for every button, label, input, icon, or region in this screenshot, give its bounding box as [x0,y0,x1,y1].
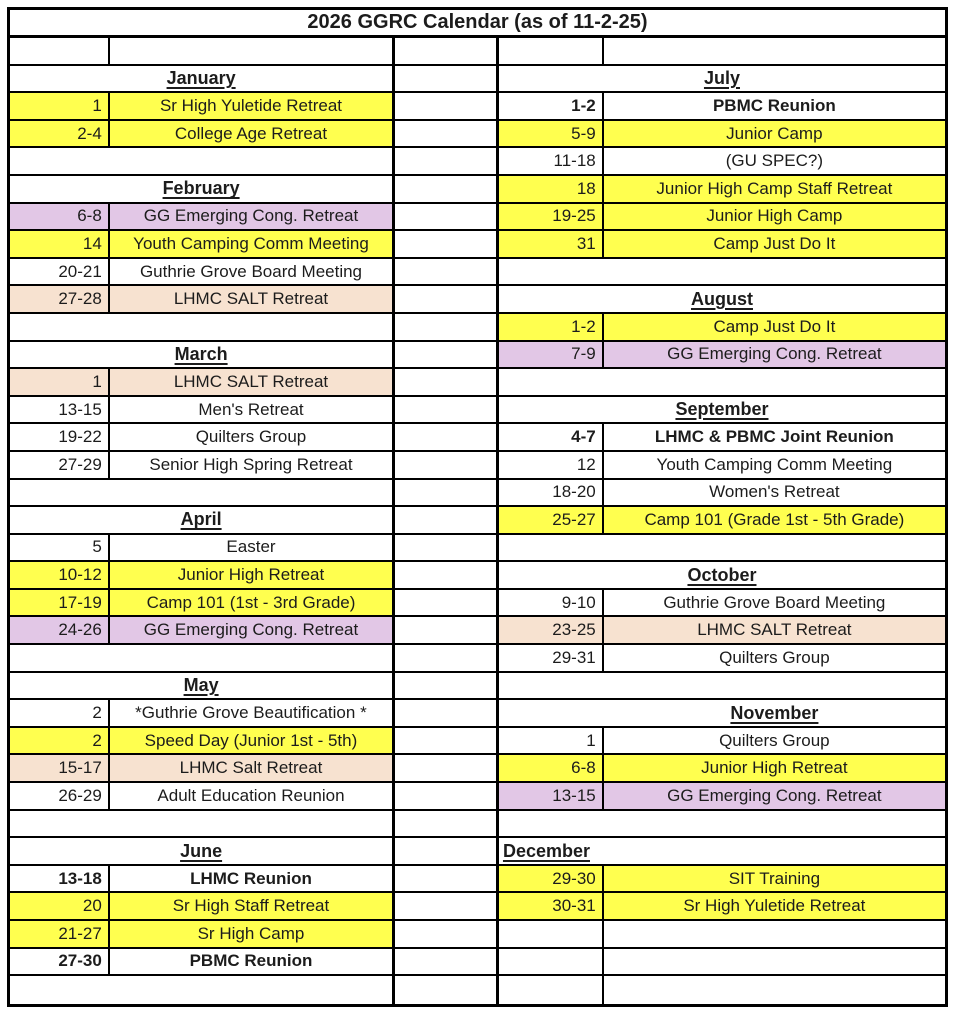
calendar-row [10,949,945,977]
calendar-row [10,231,945,259]
gap-column-cell [395,811,499,839]
event-cell: Youth Camping Comm Meeting [110,231,395,259]
date-cell: 26-29 [10,783,110,811]
gap-column-cell [395,921,499,949]
gap-column-cell [395,148,499,176]
gap-column-cell [395,617,499,645]
date-cell: 18-20 [499,480,604,508]
event-cell: LHMC & PBMC Joint Reunion [604,424,945,452]
empty-cell [10,645,395,673]
date-cell: 24-26 [10,617,110,645]
calendar-title: 2026 GGRC Calendar (as of 11-2-25) [10,10,945,38]
calendar-row [10,921,945,949]
calendar-row [10,645,945,673]
gap-column-cell [395,728,499,756]
gap-column-cell [395,590,499,618]
date-cell: 4-7 [499,424,604,452]
month-header-label: November [730,702,819,723]
month-header-label: April [180,509,222,530]
date-cell: 14 [10,231,110,259]
event-cell: Quilters Group [604,645,945,673]
empty-cell [499,259,945,287]
calendar-row [10,121,945,149]
event-cell: Adult Education Reunion [110,783,395,811]
gap-column-cell [395,535,499,563]
calendar-row [10,562,945,590]
event-cell: Camp Just Do It [604,314,945,342]
event-cell: SIT Training [604,866,945,894]
date-cell: 2 [10,728,110,756]
month-header-label: January [166,67,236,88]
gap-column-cell [395,507,499,535]
date-cell: 11-18 [499,148,604,176]
month-header-june [10,838,395,866]
date-cell: 10-12 [10,562,110,590]
month-header-label: July [703,67,740,88]
date-cell: 6-8 [10,204,110,232]
gap-column-cell [395,342,499,370]
date-cell: 5 [10,535,110,563]
gap-column-cell [395,231,499,259]
event-cell: PBMC Reunion [110,949,395,977]
calendar-row [10,811,945,839]
date-cell: 13-15 [499,783,604,811]
month-header-april [10,507,395,535]
event-cell: Sr High Staff Retreat [110,893,395,921]
gap-column-cell [395,286,499,314]
date-cell: 29-30 [499,866,604,894]
month-header-label: December [502,840,590,861]
calendar-row [10,700,945,728]
date-cell: 1-2 [499,93,604,121]
date-cell: 1-2 [499,314,604,342]
date-cell: 13-15 [10,397,110,425]
event-cell: LHMC Salt Retreat [110,755,395,783]
gap-column-cell [395,93,499,121]
event-cell: GG Emerging Cong. Retreat [110,204,395,232]
gap-column-cell [395,176,499,204]
month-header-label: June [180,840,223,861]
date-cell: 27-30 [10,949,110,977]
calendar-row [10,673,945,701]
event-cell: Easter [110,535,395,563]
event-cell: Sr High Yuletide Retreat [604,893,945,921]
gap-column-cell [395,562,499,590]
empty-cell [604,921,945,949]
date-cell: 27-28 [10,286,110,314]
date-cell: 19-22 [10,424,110,452]
event-cell: Junior High Camp Staff Retreat [604,176,945,204]
event-cell: Sr High Yuletide Retreat [110,93,395,121]
date-cell: 12 [499,452,604,480]
month-header-label: May [183,674,219,695]
empty-cell [10,976,395,1004]
empty-cell [10,148,395,176]
gap-column-cell [395,645,499,673]
month-header-label: March [174,343,228,364]
event-cell: LHMC SALT Retreat [604,617,945,645]
month-header-label: September [675,399,769,420]
empty-cell [499,369,945,397]
date-cell: 15-17 [10,755,110,783]
empty-cell [499,673,945,701]
gap-column-cell [395,893,499,921]
calendar-row [10,259,945,287]
gap-column-cell [395,976,499,1004]
date-cell: 9-10 [499,590,604,618]
empty-cell [10,38,110,66]
date-cell: 5-9 [499,121,604,149]
month-header-label: October [687,564,757,585]
calendar-row [10,286,945,314]
gap-column-cell [395,700,499,728]
calendar-row [10,838,945,866]
date-cell: 21-27 [10,921,110,949]
date-cell: 1 [499,728,604,756]
calendar-row [10,38,945,66]
event-cell: Junior Camp [604,121,945,149]
date-cell: 27-29 [10,452,110,480]
empty-cell [604,38,945,66]
gap-column-cell [395,783,499,811]
calendar-row [10,314,945,342]
gap-column-cell [395,866,499,894]
gap-column-cell [395,66,499,94]
empty-cell [110,38,395,66]
calendar-row [10,66,945,94]
event-cell: Guthrie Grove Board Meeting [604,590,945,618]
calendar-row [10,342,945,370]
calendar-row [10,535,945,563]
gap-column-cell [395,204,499,232]
calendar-grid [10,38,945,1004]
calendar-sheet [7,7,948,1007]
calendar-row [10,176,945,204]
date-cell: 31 [499,231,604,259]
calendar-row [10,893,945,921]
calendar-row [10,507,945,535]
event-cell: *Guthrie Grove Beautification * [110,700,395,728]
event-cell: Speed Day (Junior 1st - 5th) [110,728,395,756]
date-cell: 6-8 [499,755,604,783]
empty-cell [499,811,945,839]
month-header-label: August [690,288,753,309]
date-cell: 20 [10,893,110,921]
empty-cell [604,949,945,977]
gap-column-cell [395,397,499,425]
month-header-july [499,66,945,94]
date-cell: 1 [10,369,110,397]
gap-column-cell [395,838,499,866]
event-cell: LHMC SALT Retreat [110,286,395,314]
event-cell: Quilters Group [110,424,395,452]
date-cell: 2-4 [10,121,110,149]
gap-column-cell [395,259,499,287]
event-cell: Junior High Camp [604,204,945,232]
date-cell: 25-27 [499,507,604,535]
date-cell: 19-25 [499,204,604,232]
empty-cell [499,949,604,977]
date-cell: 30-31 [499,893,604,921]
event-cell: LHMC Reunion [110,866,395,894]
calendar-row [10,617,945,645]
month-header-february [10,176,395,204]
calendar-row [10,590,945,618]
calendar-row [10,728,945,756]
gap-column-cell [395,949,499,977]
empty-cell [10,811,395,839]
event-cell: Guthrie Grove Board Meeting [110,259,395,287]
month-header-january [10,66,395,94]
date-cell: 17-19 [10,590,110,618]
event-cell: Quilters Group [604,728,945,756]
month-header-may [10,673,395,701]
empty-cell [604,976,945,1004]
empty-cell [499,976,604,1004]
month-header-november [499,700,945,728]
date-cell: 20-21 [10,259,110,287]
calendar-row [10,755,945,783]
event-cell: GG Emerging Cong. Retreat [604,783,945,811]
calendar-row [10,204,945,232]
calendar-row [10,866,945,894]
calendar-row [10,148,945,176]
event-cell: College Age Retreat [110,121,395,149]
month-header-august [499,286,945,314]
event-cell: LHMC SALT Retreat [110,369,395,397]
calendar-row [10,480,945,508]
event-cell: (GU SPEC?) [604,148,945,176]
gap-column-cell [395,121,499,149]
event-cell: GG Emerging Cong. Retreat [110,617,395,645]
calendar-row [10,369,945,397]
calendar-row [10,783,945,811]
gap-column-cell [395,38,499,66]
event-cell: Women's Retreat [604,480,945,508]
month-header-october [499,562,945,590]
date-cell: 23-25 [499,617,604,645]
empty-cell [499,921,604,949]
empty-cell [499,38,604,66]
calendar-row [10,976,945,1004]
event-cell: Camp Just Do It [604,231,945,259]
month-header-label: February [162,178,240,199]
date-cell: 2 [10,700,110,728]
gap-column-cell [395,480,499,508]
event-cell: Junior High Retreat [604,755,945,783]
calendar-row [10,397,945,425]
event-cell: Senior High Spring Retreat [110,452,395,480]
event-cell: Sr High Camp [110,921,395,949]
gap-column-cell [395,314,499,342]
date-cell: 1 [10,93,110,121]
month-header-december [499,838,945,866]
calendar-row [10,452,945,480]
calendar-row [10,93,945,121]
event-cell: Youth Camping Comm Meeting [604,452,945,480]
gap-column-cell [395,369,499,397]
gap-column-cell [395,452,499,480]
event-cell: Camp 101 (Grade 1st - 5th Grade) [604,507,945,535]
calendar-row [10,424,945,452]
empty-cell [10,314,395,342]
event-cell: Camp 101 (1st - 3rd Grade) [110,590,395,618]
empty-cell [499,535,945,563]
event-cell: Men's Retreat [110,397,395,425]
date-cell: 13-18 [10,866,110,894]
event-cell: PBMC Reunion [604,93,945,121]
month-header-march [10,342,395,370]
gap-column-cell [395,673,499,701]
date-cell: 29-31 [499,645,604,673]
event-cell: GG Emerging Cong. Retreat [604,342,945,370]
gap-column-cell [395,755,499,783]
month-header-september [499,397,945,425]
date-cell: 18 [499,176,604,204]
gap-column-cell [395,424,499,452]
empty-cell [10,480,395,508]
event-cell: Junior High Retreat [110,562,395,590]
date-cell: 7-9 [499,342,604,370]
